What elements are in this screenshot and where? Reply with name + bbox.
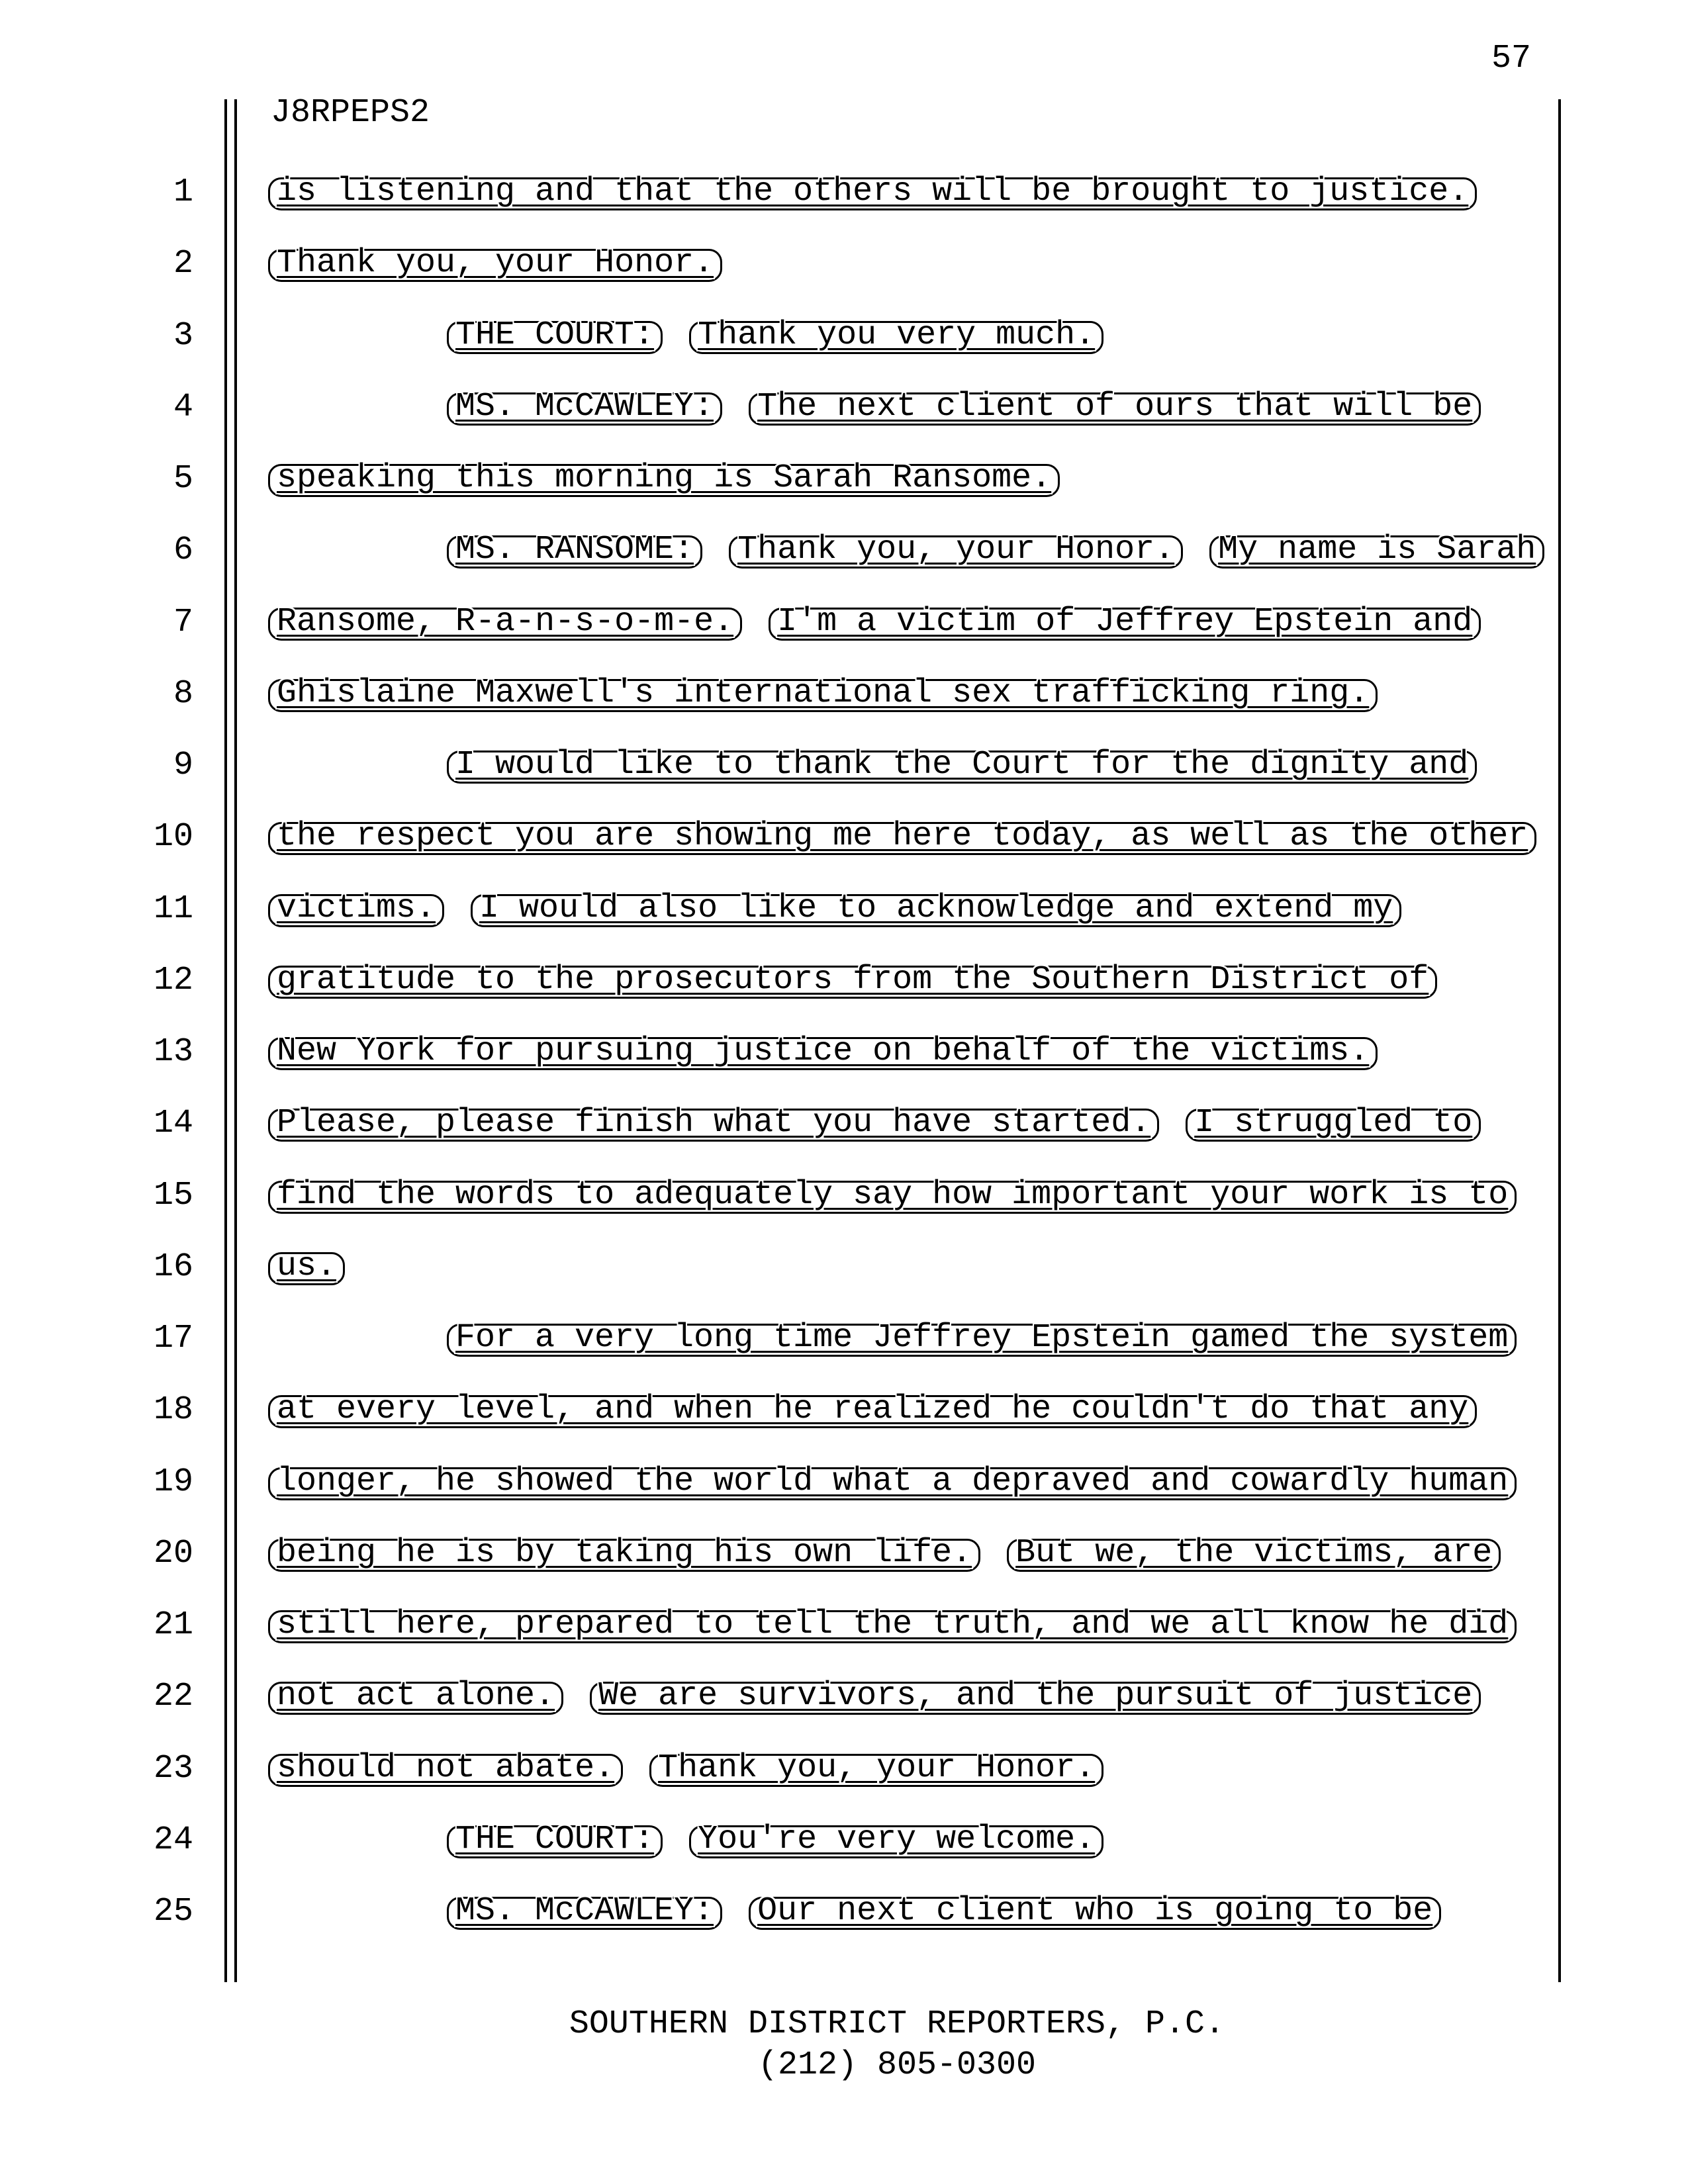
transcript-line: [275, 1319, 1510, 1357]
footer-reporter-name: SOUTHERN DISTRICT REPORTERS, P.C.: [569, 2005, 1225, 2043]
transcript-line: [275, 674, 1371, 712]
transcript-segment: the respect you are showing me here today, as well as the other: [268, 822, 1536, 855]
transcript-line: [275, 388, 1474, 426]
line-number: 6: [173, 531, 193, 569]
transcript-segment: Please, please finish what you have started.: [268, 1109, 1159, 1142]
right-rule: [1558, 99, 1561, 1982]
line-number: 11: [153, 890, 193, 928]
transcript-segment: Ghislaine Maxwell's international sex trafficking ring.: [268, 679, 1378, 712]
transcript-segment: not act alone.: [268, 1682, 563, 1715]
line-number: 9: [173, 747, 193, 784]
line-number: 7: [173, 604, 193, 641]
transcript-segment: should not abate.: [268, 1754, 623, 1787]
header-code: J8RPEPS2: [271, 94, 430, 132]
transcript-segment: My name is Sarah: [1209, 535, 1544, 569]
transcript-segment: Our next client who is going to be: [749, 1897, 1441, 1930]
transcript-line: [275, 1821, 1097, 1858]
transcript-line: [275, 1677, 1474, 1715]
transcript-segment: longer, he showed the world what a depraved and cowardly human: [268, 1467, 1517, 1500]
transcript-line: [275, 1176, 1510, 1214]
line-number: 3: [173, 317, 193, 355]
line-number: 17: [153, 1320, 193, 1357]
transcript-line: [275, 1534, 1494, 1572]
line-number: 21: [153, 1606, 193, 1644]
transcript-segment: victims.: [268, 894, 444, 927]
line-number: 13: [153, 1033, 193, 1071]
transcript-segment: Thank you, your Honor.: [729, 535, 1183, 569]
transcript-segment: I would like to thank the Court for the dignity and: [447, 751, 1477, 784]
transcript-segment: is listening and that the others will be brought to justice.: [268, 177, 1477, 210]
transcript-line: [275, 961, 1430, 999]
left-double-rule-inner: [234, 99, 237, 1982]
transcript-segment: MS. McCAWLEY:: [447, 1897, 722, 1930]
transcript-line: [275, 1248, 338, 1285]
transcript-segment: at every level, and when he realized he couldn't do that any: [268, 1395, 1477, 1428]
line-number: 25: [153, 1893, 193, 1931]
transcript-line: [275, 1606, 1510, 1643]
transcript-segment: still here, prepared to tell the truth, and we all know he did: [268, 1610, 1517, 1643]
transcript-segment: For a very long time Jeffrey Epstein gamed the system: [447, 1324, 1517, 1357]
transcript-segment: Ransome, R-a-n-s-o-m-e.: [268, 608, 742, 641]
page-number: 57: [1491, 40, 1532, 77]
transcript-line: [275, 173, 1470, 210]
line-number: 16: [153, 1248, 193, 1286]
transcript-segment: Thank you, your Honor.: [268, 249, 722, 282]
line-number: 20: [153, 1535, 193, 1572]
transcript-line: [275, 1104, 1474, 1142]
transcript-line: [275, 889, 1395, 927]
transcript-line: [275, 603, 1474, 641]
transcript-line: [275, 244, 716, 282]
transcript-segment: I'm a victim of Jeffrey Epstein and: [769, 608, 1481, 641]
transcript-line: [275, 459, 1053, 497]
transcript-line: [275, 316, 1097, 354]
left-double-rule-outer: [224, 99, 227, 1982]
transcript-line: [275, 1032, 1371, 1070]
transcript-segment: being he is by taking his own life.: [268, 1539, 980, 1572]
line-number: 22: [153, 1678, 193, 1715]
line-number: 15: [153, 1177, 193, 1214]
footer-phone: (212) 805-0300: [757, 2046, 1037, 2084]
transcript-line: [275, 1892, 1434, 1930]
line-number: 1: [173, 173, 193, 211]
transcript-segment: You're very welcome.: [689, 1825, 1103, 1858]
transcript-line: [275, 817, 1530, 855]
transcript-line: [275, 1749, 1097, 1787]
transcript-segment: MS. McCAWLEY:: [447, 392, 722, 426]
transcript-line: [275, 1390, 1470, 1428]
transcript-line: [275, 531, 1538, 569]
line-number: 23: [153, 1750, 193, 1788]
transcript-segment: Thank you, your Honor.: [649, 1754, 1103, 1787]
transcript-segment: Thank you very much.: [689, 321, 1103, 354]
line-number: 18: [153, 1391, 193, 1429]
transcript-segment: THE COURT:: [447, 321, 663, 354]
line-number: 14: [153, 1105, 193, 1142]
line-number: 19: [153, 1463, 193, 1501]
transcript-line: [275, 1463, 1510, 1500]
transcript-segment: We are survivors, and the pursuit of justice: [590, 1682, 1481, 1715]
transcript-segment: us.: [268, 1252, 345, 1285]
line-number: 10: [153, 818, 193, 856]
transcript-segment: The next client of ours that will be: [749, 392, 1481, 426]
transcript-segment: speaking this morning is Sarah Ransome.: [268, 464, 1060, 497]
transcript-segment: I struggled to: [1186, 1109, 1481, 1142]
transcript-segment: gratitude to the prosecutors from the Southern District of: [268, 966, 1437, 999]
line-number: 4: [173, 388, 193, 426]
transcript-segment: But we, the victims, are: [1007, 1539, 1501, 1572]
transcript-segment: THE COURT:: [447, 1825, 663, 1858]
transcript-segment: MS. RANSOME:: [447, 535, 702, 569]
line-number: 12: [153, 962, 193, 999]
transcript-segment: find the words to adequately say how important your work is to: [268, 1181, 1517, 1214]
line-number: 5: [173, 460, 193, 498]
transcript-segment: New York for pursuing justice on behalf of the victims.: [268, 1037, 1378, 1070]
line-number: 24: [153, 1821, 193, 1859]
transcript-line: [275, 746, 1470, 784]
line-number: 8: [173, 675, 193, 713]
line-number: 2: [173, 245, 193, 283]
transcript-segment: I would also like to acknowledge and extend my: [471, 894, 1401, 927]
